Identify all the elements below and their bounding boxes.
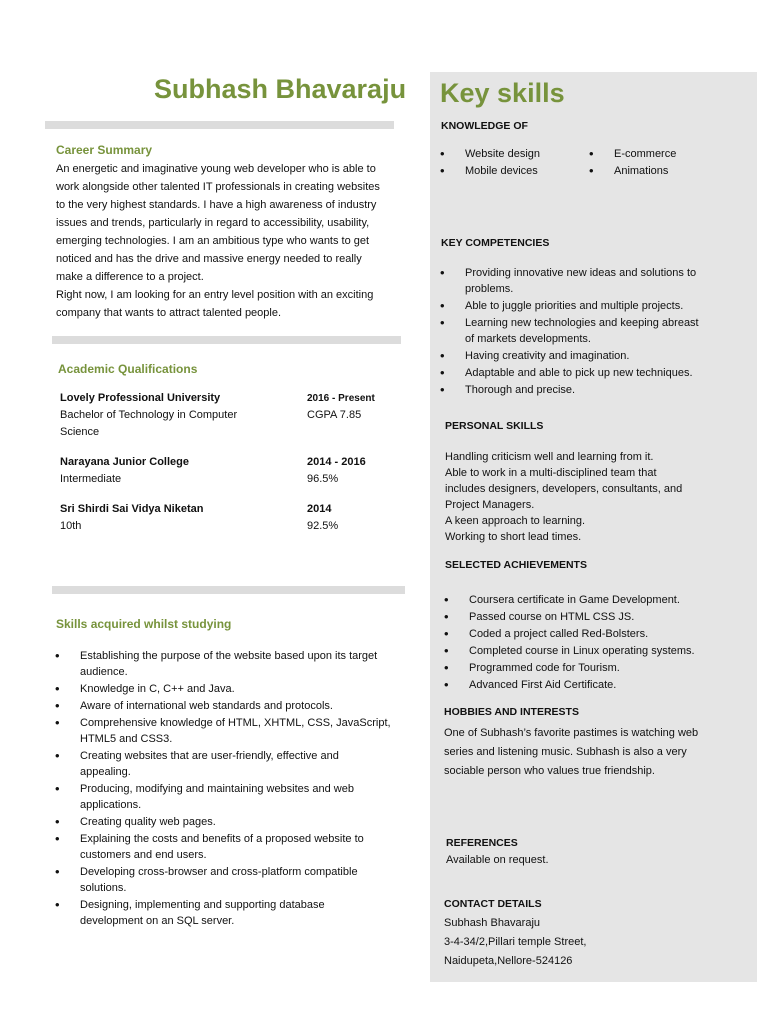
competencies-list	[440, 265, 740, 399]
contact-details	[444, 914, 744, 971]
list-item: • Creating websites that are user-friendly, effective and appealing.	[55, 748, 405, 780]
personal-skills-text	[445, 449, 745, 545]
list-item: • Producing, modifying and maintaining websites and web applications.	[55, 781, 405, 813]
personal-line: includes designers, developers, consultants, and	[445, 483, 683, 495]
list-item: • Programmed code for Tourism.	[444, 660, 744, 676]
list-item: • E-commerce	[589, 146, 739, 162]
list-item: • Creating quality web pages.	[55, 814, 405, 830]
hobbies-line: One of Subhash’s favorite pastimes is watching web	[444, 727, 699, 739]
divider-bar	[45, 121, 394, 129]
list-item: • Developing cross-browser and cross-platform compatible solutions.	[55, 864, 405, 896]
contact-heading: CONTACT DETAILS	[444, 898, 542, 910]
school-name: Lovely Professional University	[60, 392, 221, 404]
career-line: An energetic and imaginative young web developer who is able to	[56, 163, 376, 175]
career-line: to the very highest standards. I have a high awareness of industry	[56, 199, 377, 211]
school-name: Narayana Junior College	[60, 456, 189, 468]
list-item: • Completed course in Linux operating systems.	[444, 643, 744, 659]
skills-studying-list	[55, 648, 405, 930]
knowledge-heading: KNOWLEDGE OF	[441, 120, 528, 132]
hobbies-line: series and listening music. Subhash is also a very	[444, 746, 687, 758]
career-line: emerging technologies. I am an ambitious type who wants to get	[56, 235, 370, 247]
list-item: • Designing, implementing and supporting database development on an SQL server.	[55, 897, 405, 929]
achievements-heading: SELECTED ACHIEVEMENTS	[445, 559, 587, 571]
career-summary-title: Career Summary	[56, 143, 153, 157]
list-item: • Website design	[440, 146, 590, 162]
score: 96.5%	[307, 473, 339, 485]
score: CGPA 7.85	[307, 409, 362, 421]
degree-line: Intermediate	[60, 473, 122, 485]
personal-line: Project Managers.	[445, 499, 535, 511]
hobbies-text	[444, 724, 744, 781]
score: 92.5%	[307, 520, 339, 532]
contact-line: Subhash Bhavaraju	[444, 917, 541, 929]
degree-line: Bachelor of Technology in Computer	[60, 409, 238, 421]
list-item: • Thorough and precise.	[440, 382, 740, 398]
list-item: • Coursera certificate in Game Development.	[444, 592, 744, 608]
degree-line: 10th	[60, 520, 82, 532]
list-item: • Learning new technologies and keeping abreast of markets developments.	[440, 315, 740, 347]
contact-line: 3-4-34/2,Pillari temple Street,	[444, 936, 587, 948]
list-item: • Having creativity and imagination.	[440, 348, 740, 364]
divider-bar	[52, 336, 401, 344]
personal-line: Handling criticism well and learning from it.	[445, 451, 654, 463]
academic-title: Academic Qualifications	[58, 362, 198, 376]
list-item: • Knowledge in C, C++ and Java.	[55, 681, 405, 697]
divider-bar	[52, 586, 405, 594]
references-heading: REFERENCES	[446, 837, 518, 849]
career-line: issues and trends, particularly in regard to accessibility, usability,	[56, 217, 370, 229]
achievements-list	[444, 592, 744, 694]
list-item: • Explaining the costs and benefits of a proposed website to customers and end users.	[55, 831, 405, 863]
list-item: • Establishing the purpose of the website based upon its target audience.	[55, 648, 405, 680]
list-item: • Adaptable and able to pick up new techniques.	[440, 365, 740, 381]
study-period: 2014 - 2016	[307, 456, 366, 468]
degree-line: Science	[60, 426, 100, 438]
list-item: • Aware of international web standards and protocols.	[55, 698, 405, 714]
career-line: Right now, I am looking for an entry level position with an exciting	[56, 289, 374, 301]
hobbies-line: sociable person who values true friendship.	[444, 765, 655, 777]
list-item: • Providing innovative new ideas and solutions to problems.	[440, 265, 740, 297]
personal-skills-heading: PERSONAL SKILLS	[445, 420, 544, 432]
skills-studying-title: Skills acquired whilst studying	[56, 617, 232, 631]
list-item: • Advanced First Aid Certificate.	[444, 677, 744, 693]
study-period: 2016 - Present	[307, 393, 375, 404]
personal-line: Working to short lead times.	[445, 531, 582, 543]
knowledge-list-1	[440, 146, 590, 180]
competencies-heading: KEY COMPETENCIES	[441, 237, 550, 249]
study-period: 2014	[307, 503, 332, 515]
knowledge-list-2	[589, 146, 739, 180]
career-summary-text	[56, 160, 406, 322]
list-item: • Mobile devices	[440, 163, 590, 179]
list-item: • Passed course on HTML CSS JS.	[444, 609, 744, 625]
personal-line: Able to work in a multi-disciplined team that	[445, 467, 657, 479]
candidate-name: Subhash Bhavaraju	[154, 74, 407, 104]
list-item: • Able to juggle priorities and multiple projects.	[440, 298, 740, 314]
list-item: • Comprehensive knowledge of HTML, XHTML, CSS, JavaScript, HTML5 and CSS3.	[55, 715, 405, 747]
list-item: • Coded a project called Red-Bolsters.	[444, 626, 744, 642]
school-name: Sri Shirdi Sai Vidya Niketan	[60, 503, 204, 515]
references-text: Available on request.	[446, 854, 549, 866]
personal-line: A keen approach to learning.	[445, 515, 586, 527]
list-item: • Animations	[589, 163, 739, 179]
career-line: noticed and has the drive and massive energy needed to really	[56, 253, 362, 265]
career-line: work alongside other talented IT professionals in creating websites	[56, 181, 380, 193]
career-line: make a difference to a project.	[56, 271, 204, 283]
career-line: company that wants to attract talented people.	[56, 307, 282, 319]
contact-line: Naidupeta,Nellore-524126	[444, 955, 573, 967]
hobbies-heading: HOBBIES AND INTERESTS	[444, 706, 579, 718]
key-skills-title: Key skills	[440, 78, 565, 108]
